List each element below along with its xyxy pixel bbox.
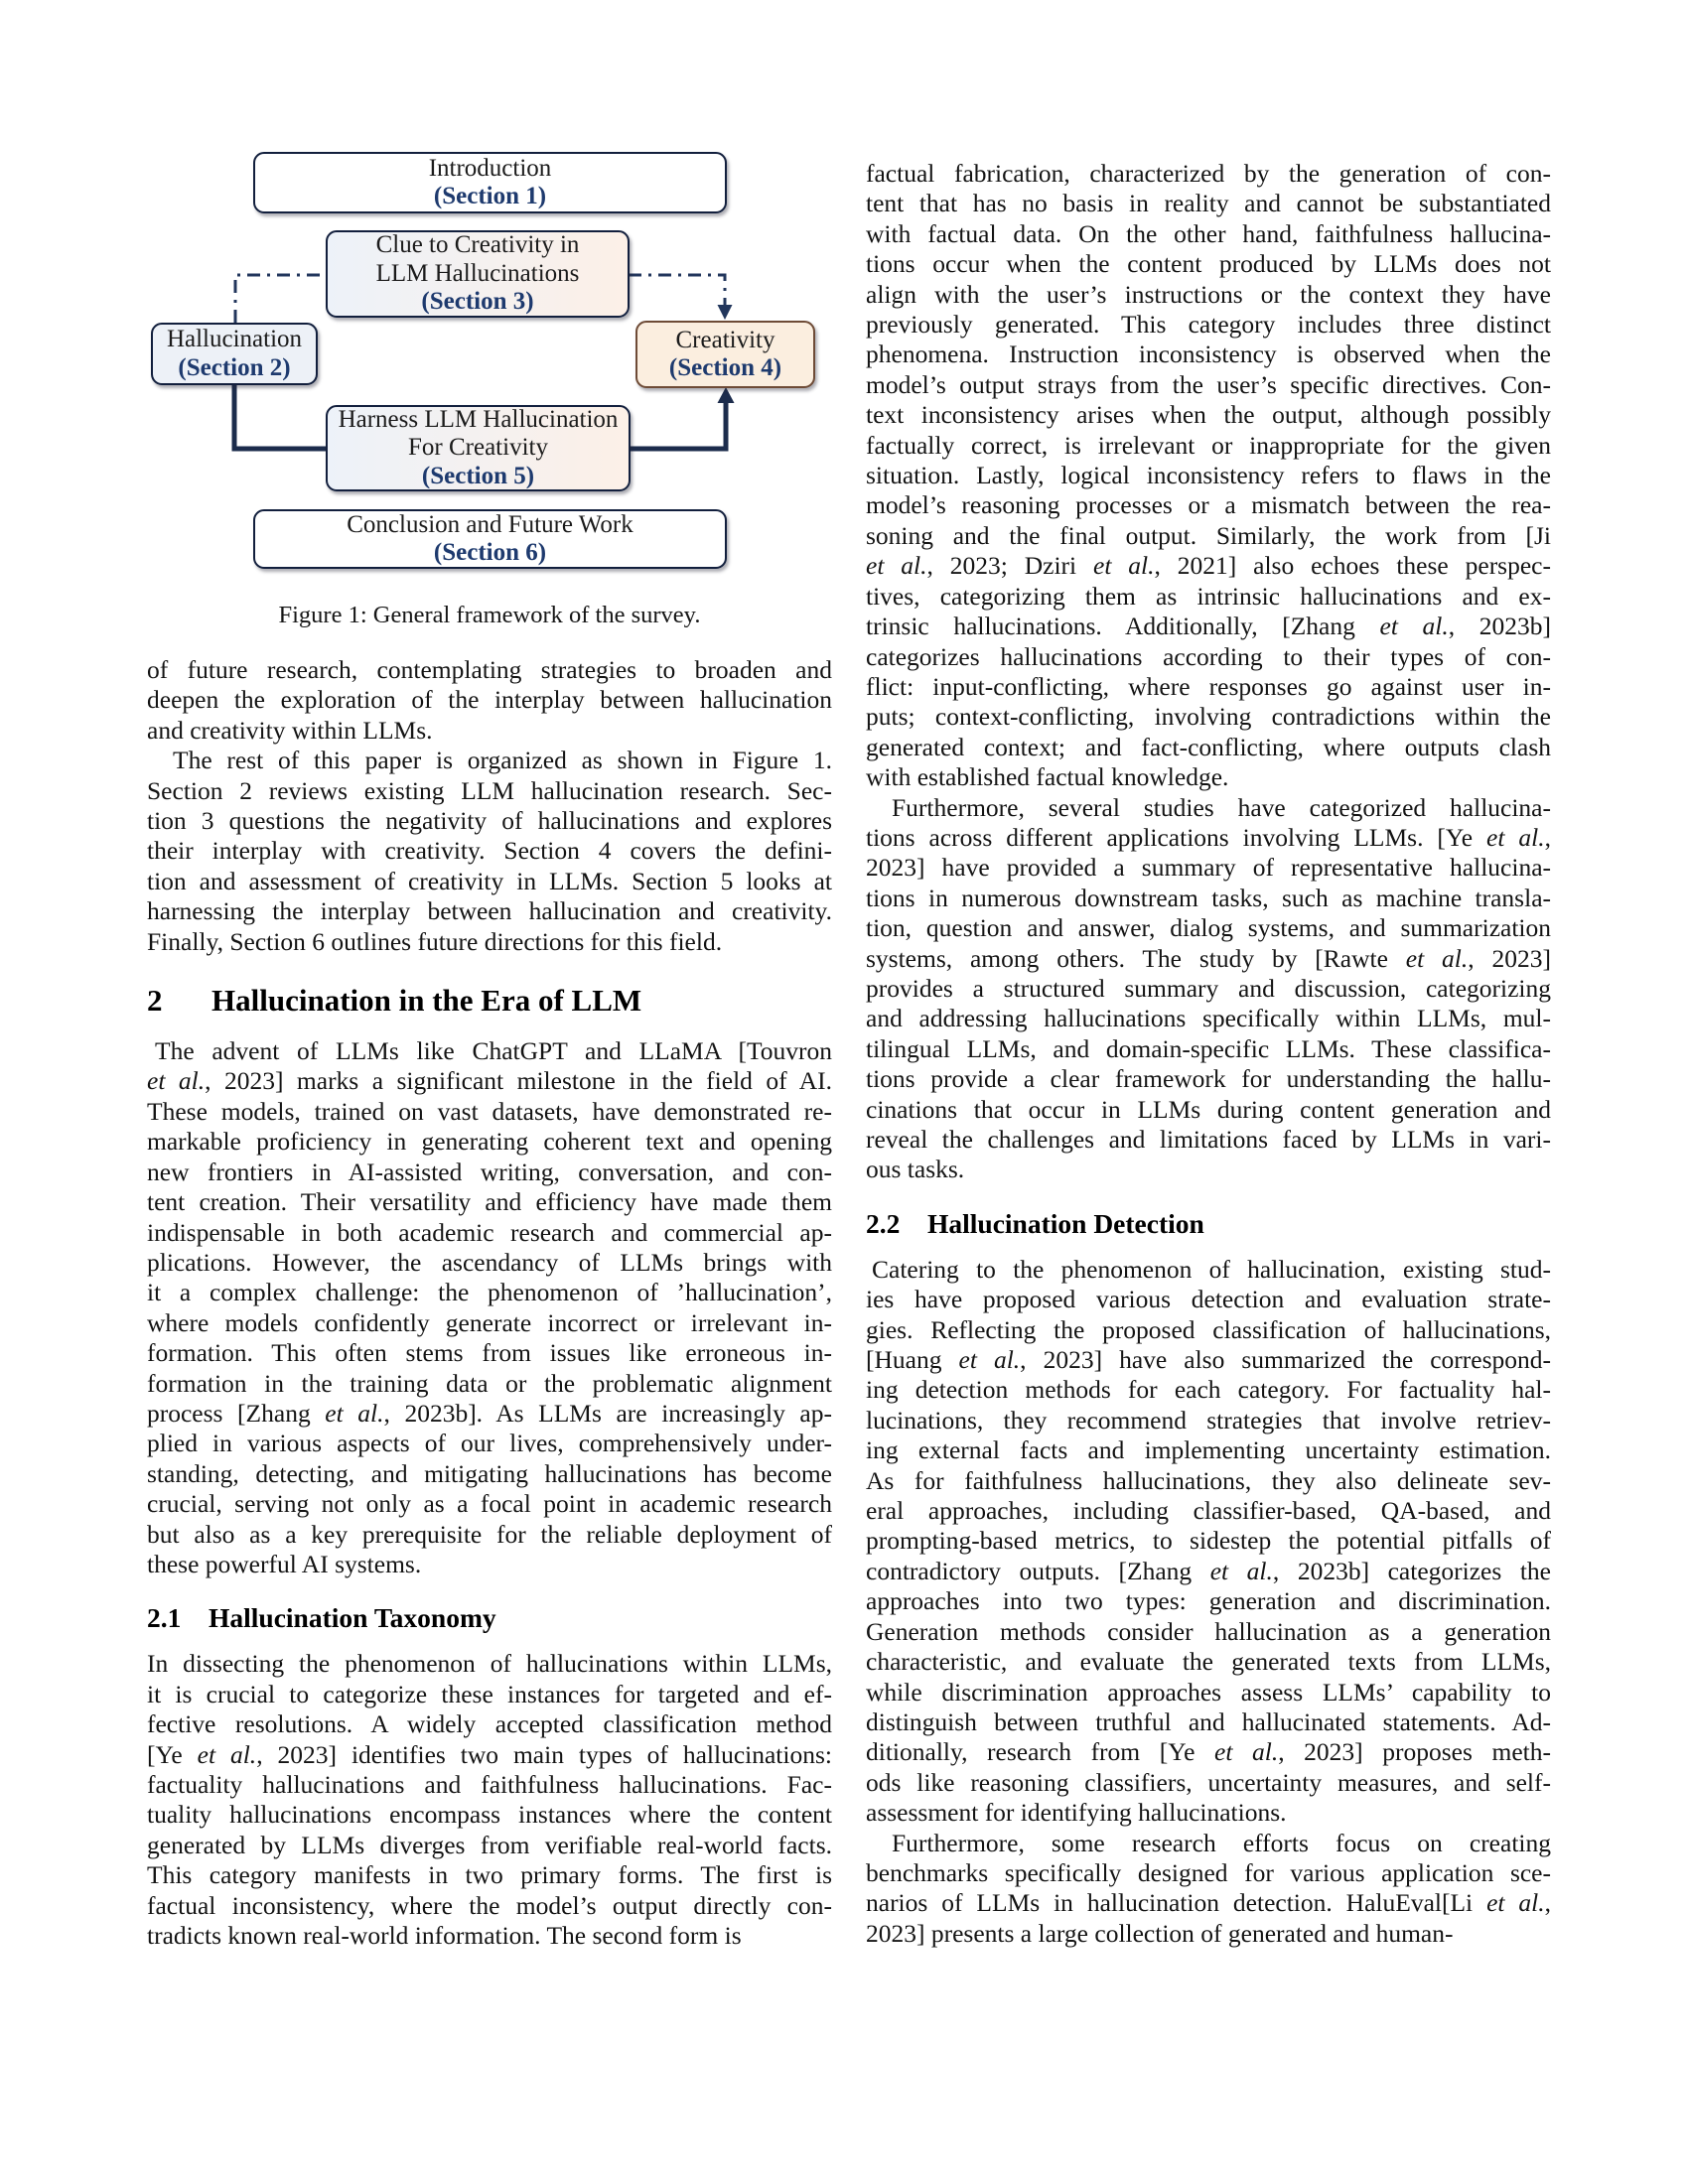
figure-box-title: Clue to Creativity in LLM Hallucinations — [375, 231, 580, 287]
figure-box-title: Creativity — [675, 326, 775, 353]
text-line: indispensable in both academic research and commercial ap- — [147, 1217, 832, 1247]
heading-number: 2 — [147, 983, 163, 1019]
text-line: deepen the exploration of the interplay between hallucination — [147, 685, 832, 715]
figure-box-clue-to-creativity — [326, 230, 630, 318]
text-line: plied in various aspects of our lives, comprehensively under- — [147, 1429, 832, 1458]
text-line: tions in numerous downstream tasks, such as machine transla- — [866, 883, 1551, 912]
figure-box-title: Introduction — [428, 154, 552, 182]
text-line: contradictory outputs. [Zhang et al., 2023b] categorizes the — [866, 1556, 1551, 1585]
heading-number: 2.2 — [866, 1207, 901, 1239]
text-line: approaches into two types: generation and discrimination. — [866, 1586, 1551, 1616]
text-line: factual fabrication, characterized by the generation of con- — [866, 159, 1551, 188]
text-line: generated context; and fact-conflicting, where outputs clash — [866, 732, 1551, 761]
text-line: new frontiers in AI-assisted writing, conversation, and con- — [147, 1157, 832, 1186]
text-line: ies have proposed various detection and evaluation strate- — [866, 1285, 1551, 1314]
figure-box-hallucination — [151, 323, 318, 385]
paragraph — [866, 1829, 1551, 1950]
figure-box-section-label: (Section 4) — [668, 354, 782, 381]
text-line: formation in the training data or the problematic alignment — [147, 1368, 832, 1398]
text-line: categorizes hallucinations according to their types of con- — [866, 641, 1551, 671]
text-line: formation. This often stems from issues like erroneous in- — [147, 1338, 832, 1368]
text-line: generated by LLMs diverges from verifiable real-world facts. — [147, 1830, 832, 1859]
text-line: As for faithfulness hallucinations, they also delineate sev- — [866, 1465, 1551, 1495]
text-line: align with the user’s instructions or the context they have — [866, 279, 1551, 309]
text-line: systems, among others. The study by [Rawte et al., 2023] — [866, 943, 1551, 973]
text-line: narios of LLMs in hallucination detection. HaluEval[Li et al., — [866, 1888, 1551, 1918]
text-line: situation. Lastly, logical inconsistency refers to flaws in the — [866, 461, 1551, 490]
text-line: crucial, serving not only as a focal point in academic research — [147, 1489, 832, 1519]
subsection-heading — [866, 1207, 1551, 1241]
subsection-heading — [147, 1601, 832, 1635]
text-line: flict: input-conflicting, where responses go against user in- — [866, 671, 1551, 701]
text-line: markable proficiency in generating coherent text and opening — [147, 1127, 832, 1157]
heading-title: Hallucination in the Era of LLM — [211, 983, 642, 1019]
figure-box-title: Harness LLM Hallucination For Creativity — [338, 405, 619, 462]
text-line: factual inconsistency, where the model’s output directly con- — [147, 1890, 832, 1920]
text-line: provides a structured summary and discussion, categorizing — [866, 973, 1551, 1003]
text-line: Section 2 reviews existing LLM hallucination research. Sec- — [147, 775, 832, 805]
text-line: these powerful AI systems. — [147, 1549, 422, 1578]
figure-1 — [0, 0, 894, 655]
figure-box-creativity — [635, 321, 815, 388]
text-line: 2023] have provided a summary of representative hallucina- — [866, 853, 1551, 883]
heading-title: Hallucination Detection — [927, 1207, 1204, 1239]
left-column — [147, 655, 832, 1951]
text-line: of future research, contemplating strategies to broaden and — [147, 655, 832, 684]
text-line: [Ye et al., 2023] identifies two main types of hallucinations: — [147, 1739, 832, 1769]
text-line: tions across different applications involving LLMs. [Ye et al., — [866, 822, 1551, 852]
text-line: and addressing hallucinations specifically within LLMs, mul- — [866, 1004, 1551, 1033]
text-line: previously generated. This category includes three distinct — [866, 310, 1551, 340]
text-line: soning and the final output. Similarly, the work from [Ji — [866, 520, 1551, 550]
figure-box-section-label: (Section 1) — [433, 183, 547, 209]
text-line: where models confidently generate incorrect or irrelevant in- — [147, 1307, 832, 1337]
section-heading — [147, 981, 832, 1021]
text-line: standing, detecting, and mitigating hallucinations has become — [147, 1458, 832, 1488]
text-line: text inconsistency arises when the output, although possibly — [866, 400, 1551, 430]
figure-box-title: Hallucination — [166, 326, 303, 352]
paragraph — [866, 1255, 1551, 1829]
text-line: tion, question and answer, dialog systems, and summarization — [866, 913, 1551, 943]
text-line: benchmarks specifically designed for various application sce- — [866, 1857, 1551, 1887]
text-line: ing detection methods for each category. For factuality hal- — [866, 1375, 1551, 1405]
text-line: tent that has no basis in reality and cannot be substantiated — [866, 189, 1551, 218]
text-line: their interplay with creativity. Section 4 covers the defini- — [147, 836, 832, 866]
text-line: cinations that occur in LLMs during content generation and — [866, 1094, 1551, 1124]
text-line: et al., 2023] marks a significant milestone in the field of AI. — [147, 1066, 832, 1096]
text-line: distinguish between truthful and hallucinated statements. Ad- — [866, 1706, 1551, 1736]
text-line: 2023] presents a large collection of generated and human- — [866, 1918, 1454, 1948]
text-line: with established factual knowledge. — [866, 762, 1229, 792]
paragraph — [147, 1649, 832, 1951]
text-line: plications. However, the ascendancy of LLMs brings with — [147, 1247, 832, 1277]
text-line: trinsic hallucinations. Additionally, [Zhang et al., 2023b] — [866, 612, 1551, 641]
text-line: and creativity within LLMs. — [147, 715, 433, 745]
text-line: model’s output strays from the user’s specific directives. Con- — [866, 369, 1551, 399]
text-line: harnessing the interplay between hallucination and creativity. — [147, 896, 832, 926]
text-line: characteristic, and evaluate the generated texts from LLMs, — [866, 1647, 1551, 1677]
text-line: This category manifests in two primary forms. The first is — [147, 1860, 832, 1890]
text-line: prompting-based metrics, to sidestep the potential pitfalls of — [866, 1526, 1551, 1556]
text-line: et al., 2023; Dziri et al., 2021] also echoes these perspec- — [866, 551, 1551, 581]
text-line: Furthermore, several studies have categorized hallucina- — [892, 792, 1551, 822]
text-line: it is crucial to categorize these instances for targeted and ef- — [147, 1679, 832, 1708]
figure-box-section-label: (Section 6) — [433, 539, 547, 566]
text-line: with factual data. On the other hand, faithfulness hallucina- — [866, 218, 1551, 248]
text-line: These models, trained on vast datasets, have demonstrated re- — [147, 1096, 832, 1126]
text-line: factually correct, is irrelevant or inappropriate for the given — [866, 430, 1551, 460]
text-line: tion and assessment of creativity in LLMs. Section 5 looks at — [147, 866, 832, 895]
text-line: lucinations, they recommend strategies that involve retriev- — [866, 1405, 1551, 1434]
figure-box-section-label: (Section 3) — [421, 288, 534, 316]
heading-number: 2.1 — [147, 1602, 182, 1634]
text-line: Furthermore, some research efforts focus on creating — [892, 1828, 1551, 1857]
text-line: fective resolutions. A widely accepted classification method — [147, 1709, 832, 1739]
text-line: tions occur when the content produced by LLMs does not — [866, 249, 1551, 279]
figure-box-harness — [326, 405, 631, 491]
figure-caption: Figure 1: General framework of the survey. — [278, 602, 701, 628]
paragraph — [147, 1036, 832, 1579]
figure-box-section-label: (Section 2) — [178, 353, 291, 381]
text-line: [Huang et al., 2023] have also summarized the correspond- — [866, 1345, 1551, 1375]
text-line: assessment for identifying hallucinations. — [866, 1798, 1287, 1828]
text-line: reveal the challenges and limitations faced by LLMs in vari- — [866, 1125, 1551, 1154]
text-line: process [Zhang et al., 2023b]. As LLMs are increasingly ap- — [147, 1398, 832, 1428]
text-line: tives, categorizing them as intrinsic hallucinations and ex- — [866, 581, 1551, 611]
text-line: tions provide a clear framework for understanding the hallu- — [866, 1064, 1551, 1094]
right-column — [866, 159, 1551, 1949]
text-line: Finally, Section 6 outlines future directions for this field. — [147, 926, 723, 956]
text-line: Generation methods consider hallucination as a generation — [866, 1616, 1551, 1646]
text-line: ing external facts and implementing uncertainty estimation. — [866, 1435, 1551, 1465]
figure-box-conclusion — [253, 509, 727, 569]
text-line: In dissecting the phenomenon of hallucinations within LLMs, — [147, 1649, 832, 1679]
text-line: tent creation. Their versatility and efficiency have made them — [147, 1187, 832, 1217]
text-line: ous tasks. — [866, 1155, 965, 1184]
text-line: gies. Reflecting the proposed classification of hallucinations, — [866, 1314, 1551, 1344]
text-line: Catering to the phenomenon of hallucination, existing stud- — [872, 1254, 1551, 1284]
paragraph — [147, 655, 832, 746]
text-line: but also as a key prerequisite for the reliable deployment of — [147, 1519, 832, 1549]
text-line: while discrimination approaches assess LLMs’ capability to — [866, 1677, 1551, 1706]
text-line: phenomena. Instruction inconsistency is observed when the — [866, 340, 1551, 369]
text-line: ditionally, research from [Ye et al., 2023] proposes meth- — [866, 1737, 1551, 1767]
text-line: The rest of this paper is organized as shown in Figure 1. — [173, 746, 832, 775]
text-line: eral approaches, including classifier-based, QA-based, and — [866, 1496, 1551, 1526]
text-line: tradicts known real-world information. The second form is — [147, 1921, 742, 1951]
paragraph — [866, 159, 1551, 793]
figure-box-title: Conclusion and Future Work — [347, 510, 633, 538]
text-line: tuality hallucinations encompass instances where the content — [147, 1800, 832, 1830]
text-line: it a complex challenge: the phenomenon of ’hallucination’, — [147, 1278, 832, 1307]
paragraph — [147, 746, 832, 957]
text-line: tilingual LLMs, and domain-specific LLMs. These classifica- — [866, 1033, 1551, 1063]
text-line: The advent of LLMs like ChatGPT and LLaMA [Touvron — [155, 1036, 832, 1066]
figure-box-introduction — [253, 152, 727, 213]
paragraph — [866, 793, 1551, 1185]
heading-title: Hallucination Taxonomy — [209, 1602, 496, 1634]
figure-box-section-label: (Section 5) — [421, 462, 535, 489]
text-line: ods like reasoning classifiers, uncertainty measures, and self- — [866, 1767, 1551, 1797]
text-line: model’s reasoning processes or a mismatch between the rea- — [866, 490, 1551, 520]
text-line: puts; context-conflicting, involving contradictions within the — [866, 702, 1551, 732]
text-line: tion 3 questions the negativity of hallucinations and explores — [147, 806, 832, 836]
text-line: factuality hallucinations and faithfulness hallucinations. Fac- — [147, 1770, 832, 1799]
